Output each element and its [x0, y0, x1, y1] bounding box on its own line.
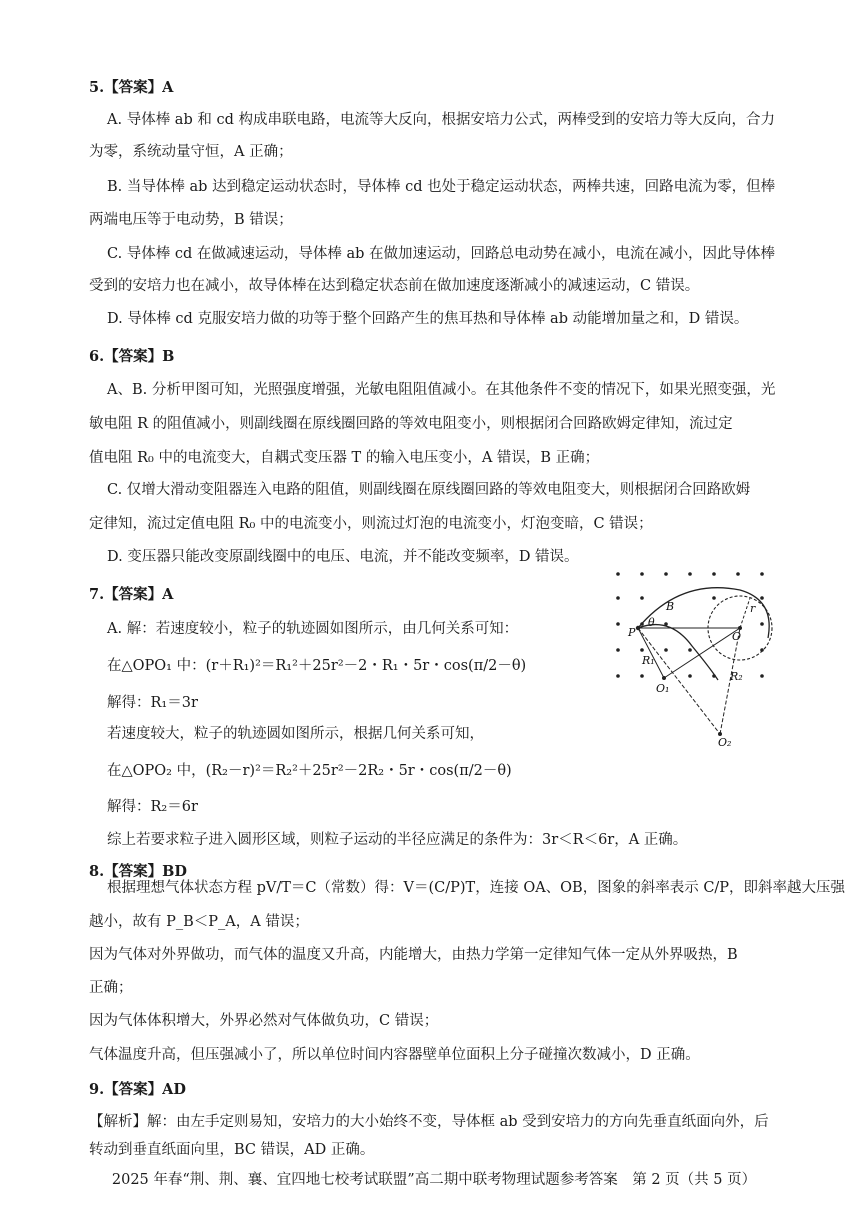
- q8-line1: 根据理想气体状态方程 pV/T＝C（常数）得：V＝(C/P)T，连接 OA、OB，图象的斜率表示 C/P，即斜率越大压强: [107, 880, 846, 896]
- q7-line6-result: 解得：R₂＝6r: [107, 799, 198, 815]
- q5-option-a-line2: 为零，系统动量守恒，A 正确；: [89, 144, 293, 160]
- q7-line2-equation: 在△OPO₁ 中：(r＋R₁)²＝R₁²＋25r²－2・R₁・5r・cos(π/2－θ): [107, 658, 527, 674]
- q8-line4: 正确；: [89, 980, 133, 996]
- q6-option-d-line1: D. 变压器只能改变原副线圈中的电压、电流，并不能改变频率，D 错误。: [107, 549, 579, 565]
- q9-heading: 9.【答案】AD: [89, 1081, 186, 1098]
- radius-o1-o: [664, 628, 740, 678]
- q7-trajectory-figure: [600, 568, 782, 750]
- label-r: r: [750, 602, 756, 615]
- q9-line2: 转动到垂直纸面向里，BC 错误，AD 正确。: [89, 1142, 375, 1158]
- label-o: O: [732, 630, 742, 643]
- q5-heading: 5.【答案】A: [89, 79, 174, 96]
- q9-line1: 【解析】解：由左手定则易知，安培力的大小始终不变，导体框 ab 受到安培力的方向先垂直纸面向外，后: [89, 1114, 769, 1130]
- q5-option-b-line2: 两端电压等于电动势，B 错误；: [89, 212, 293, 228]
- q7-line3-result: 解得：R₁＝3r: [107, 695, 198, 711]
- q6-heading: 6.【答案】B: [89, 348, 175, 365]
- small-trajectory-arc: [638, 625, 718, 680]
- q5-option-b-line1: B. 当导体棒 ab 达到稳定运动状态时，导体棒 cd 也处于稳定运动状态，两棒共速，回路电流为零，但棒: [107, 179, 776, 195]
- q5-option-c-line2: 受到的安培力也在减小，故导体棒在达到稳定状态前在做加速度逐渐减小的减速运动，C 错误。: [89, 278, 700, 294]
- q5-option-d-line1: D. 导体棒 cd 克服安培力做的功等于整个回路产生的焦耳热和导体棒 ab 动能增加量之和，D 错误。: [107, 311, 749, 327]
- magnetic-field-dots: [616, 572, 764, 678]
- label-o1: O₁: [656, 682, 670, 695]
- q8-line5: 因为气体体积增大，外界必然对气体做负功，C 错误；: [89, 1013, 439, 1029]
- q8-heading: 8.【答案】BD: [89, 863, 187, 880]
- page-footer: 2025 年春“荆、荆、襄、宜四地七校考试联盟”高二期中联考物理试题参考答案 第 2 页（共 5 页）: [111, 1172, 757, 1188]
- q6-option-ab-line3: 值电阻 R₀ 中的电流变大，自耦式变压器 T 的输入电压变小，A 错误，B 正确；: [89, 450, 600, 466]
- q5-option-c-line1: C. 导体棒 cd 在做减速运动，导体棒 ab 在做加速运动，回路总电动势在减小，电流在减小，因此导体棒: [107, 246, 776, 262]
- q7-line5-equation: 在△OPO₂ 中，(R₂－r)²＝R₂²＋25r²－2R₂・5r・cos(π/2－θ): [107, 763, 512, 779]
- radius-p-o1: [638, 628, 664, 678]
- radius-p-o2: [638, 628, 720, 734]
- q8-line3: 因为气体对外界做功，而气体的温度又升高，内能增大，由热力学第一定律知气体一定从外界吸热，B: [89, 947, 738, 963]
- q6-option-ab-line1: A、B. 分析甲图可知，光照强度增强，光敏电阻阻值减小。在其他条件不变的情况下，如果光照变强，光: [107, 382, 776, 398]
- point-o1: [662, 676, 666, 680]
- q6-option-c-line2: 定律知，流过定值电阻 R₀ 中的电流变小，则流过灯泡的电流变小，灯泡变暗，C 错误；: [89, 516, 653, 532]
- q8-line6: 气体温度升高，但压强减小了，所以单位时间内容器壁单位面积上分子碰撞次数减小，D 正确。: [89, 1047, 700, 1063]
- label-p: P: [628, 626, 636, 639]
- point-p: [636, 626, 640, 630]
- q7-line1: A. 解：若速度较小，粒子的轨迹圆如图所示，由几何关系可知：: [107, 621, 519, 637]
- label-r2: R₂: [730, 670, 743, 683]
- label-o2: O₂: [718, 736, 732, 749]
- q7-heading: 7.【答案】A: [89, 586, 174, 603]
- q7-line4: 若速度较大，粒子的轨迹圆如图所示，根据几何关系可知，: [107, 726, 484, 742]
- q5-option-a-line1: A. 导体棒 ab 和 cd 构成串联电路，电流等大反向，根据安培力公式，两棒受到的安培力等大反向，合力: [107, 112, 775, 128]
- radius-o-r: [740, 598, 750, 628]
- q8-line2: 越小，故有 P_B＜P_A，A 错误；: [89, 914, 309, 930]
- q6-option-ab-line2: 敏电阻 R 的阻值减小，则副线圈在原线圈回路的等效电阻变小，则根据闭合回路欧姆定律知，流过定: [89, 416, 733, 432]
- label-b: B: [666, 600, 675, 613]
- label-r1: R₁: [642, 654, 655, 667]
- label-theta: θ: [648, 616, 655, 629]
- q6-option-c-line1: C. 仅增大滑动变阻器连入电路的阻值，则副线圈在原线圈回路的等效电阻变大，则根据闭合回路欧姆: [107, 482, 751, 498]
- q7-line7-conclusion: 综上若要求粒子进入圆形区域，则粒子运动的半径应满足的条件为：3r＜R＜6r，A 正确。: [107, 832, 688, 848]
